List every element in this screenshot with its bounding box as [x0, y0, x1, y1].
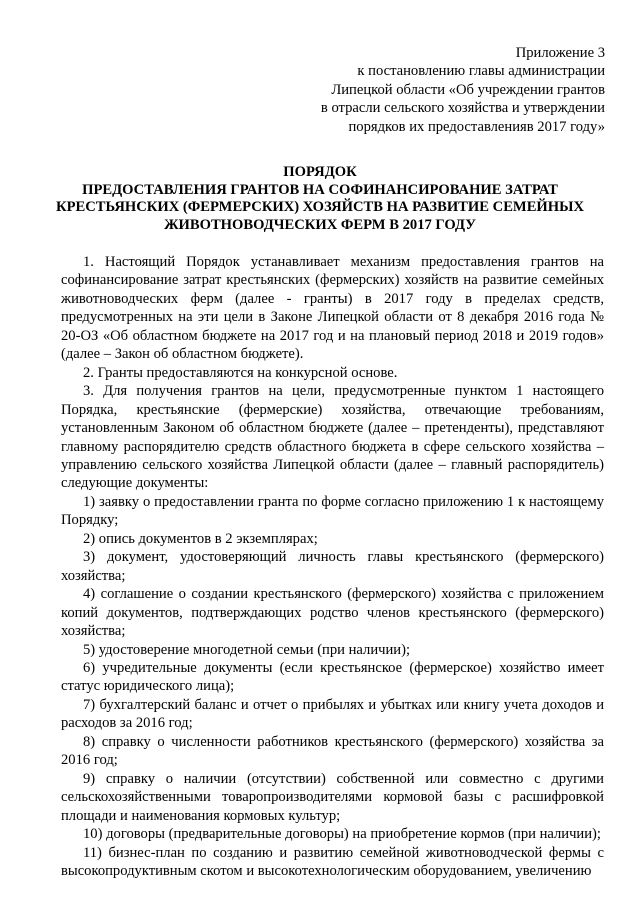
- title-line: ПРЕДОСТАВЛЕНИЯ ГРАНТОВ НА СОФИНАНСИРОВАНИЕ ЗАТРАТ: [82, 181, 558, 198]
- document-body: [61, 253, 604, 880]
- appendix-line: Приложение 3: [515, 45, 605, 61]
- paragraph: 2. Гранты предоставляются на конкурсной основе.: [83, 364, 398, 381]
- list-item: 2) опись документов в 2 экземплярах;: [83, 530, 318, 547]
- appendix-line: в отрасли сельского хозяйства и утверждении: [320, 100, 605, 117]
- appendix-header: [185, 44, 605, 136]
- list-item: 6) учредительные документы (если крестьянское (фермерское) хозяйство имеет статус юридического лица);: [61, 659, 604, 695]
- title-line: КРЕСТЬЯНСКИХ (ФЕРМЕРСКИХ) ХОЗЯЙСТВ НА РАЗВИТИЕ СЕМЕЙНЫХ: [55, 199, 585, 216]
- list-item: 7) бухгалтерский баланс и отчет о прибылях и убытках или книгу учета доходов и расходов за 2016 год;: [61, 696, 604, 732]
- title-line: ЖИВОТНОВОДЧЕСКИХ ФЕРМ В 2017 ГОДУ: [164, 216, 476, 233]
- list-item: 3) документ, удостоверяющий личность главы крестьянского (фермерского) хозяйства;: [61, 549, 604, 584]
- list-item: 11) бизнес-план по созданию и развитию семейной животноводческой фермы с высокопродуктивным скотом и высокотехнологическим оборудованием, увеличению: [61, 844, 604, 879]
- appendix-line: Липецкой области «Об учреждении грантов: [331, 81, 605, 98]
- paragraph: 3. Для получения грантов на цели, предусмотренные пунктом 1 настоящего Порядка, крестьянские (фермерские) хозяйства, отвечающие требованиям, установленным Законом об областном бюджете (далее – претенденты), представляют главному распорядителю средств областного бюджета в сфере сельского хозяйства – управлению сельского хозяйства Липецкой области (далее – главный распорядитель) следующие документы:: [61, 383, 604, 492]
- title-line: ПОРЯДОК: [283, 164, 357, 180]
- list-item: 4) соглашение о создании крестьянского (фермерского) хозяйства с приложением копий документов, подтверждающих родство членов крестьянского (фермерского) хозяйства;: [61, 586, 604, 640]
- document-title: [40, 164, 600, 234]
- list-item: 10) договоры (предварительные договоры) на приобретение кормов (при наличии);: [83, 826, 601, 843]
- appendix-line: порядков их предоставленияв 2017 году»: [348, 118, 605, 135]
- paragraph: 1. Настоящий Порядок устанавливает механизм предоставления грантов на софинансирование затрат крестьянских (фермерских) хозяйств на развитие семейных животноводческих ферм (далее - гранты) в 2017 году в пределах средств, предусмотренных на эти цели в Законе Липецкой области от 8 декабря 2016 года № 20-ОЗ «Об областном бюджете на 2017 год и на плановый период 2018 и 2019 годов» (далее – Закон об областном бюджете).: [61, 254, 604, 363]
- list-item: 9) справку о наличии (отсутствии) собственной или совместно с другими сельскохозяйственными товаропроизводителями кормовой базы с расшифровкой площади и наименования кормовых культур;: [61, 770, 604, 824]
- appendix-line: к постановлению главы администрации: [357, 63, 605, 80]
- list-item: 8) справку о численности работников крестьянского (фермерского) хозяйства за 2016 год;: [61, 733, 604, 769]
- list-item: 5) удостоверение многодетной семьи (при наличии);: [83, 641, 411, 658]
- list-item: 1) заявку о предоставлении гранта по форме согласно приложению 1 к настоящему Порядку;: [61, 493, 604, 529]
